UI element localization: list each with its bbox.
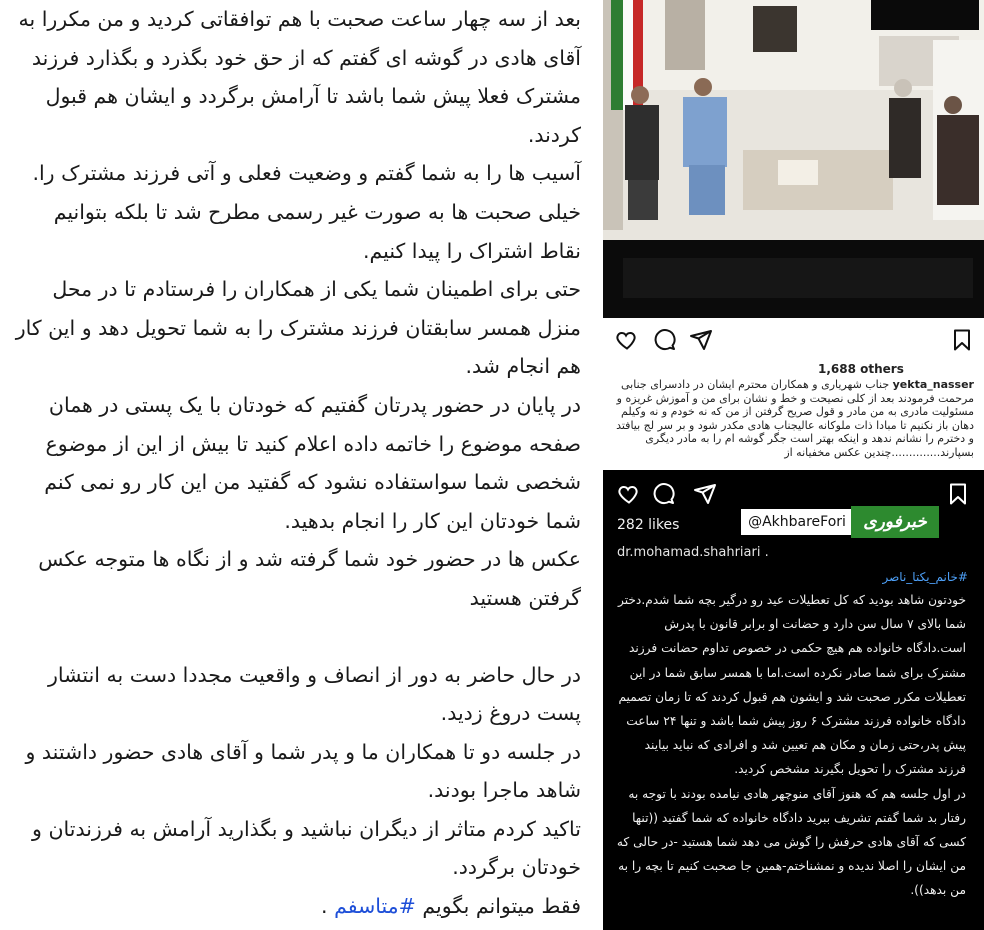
message-paragraph: بعد از سه چهار ساعت صحبت با هم توافقاتی کردید و من مکررا به آقای هادی در گوشه ای گفتم که از حق خود بگذرد و بگذارد فرزند مشترک فعلا پیش شما باشد تا آرامش برگردد و ایشان هم قبول کردند. <box>18 7 581 147</box>
message-paragraph: خیلی صحبت ها به صورت غیر رسمی مطرح شد تا بلکه بتوانیم نقاط اشتراک را پیدا کنیم. <box>53 199 581 263</box>
watermark-handle: @AkhbareFori <box>741 509 853 535</box>
likes-count[interactable]: 282 likes <box>617 517 680 533</box>
comment-icon[interactable] <box>652 328 676 352</box>
comment-paragraph: در اول جلسه هم که هنوز آقای منوچهر هادی نیامده بودند با توجه به رفتار بد شما گفتم تشریف ببرید دادگاه خانواده که شما گفتید ((تنها کسی که آقای هادی حرفش را گوش می دهد شما هستید -در حالی که من ایشان را اصلا ندیده و نمشناختم-همین جا صحبت کنیم تا بچه را به من بدهد)). <box>616 786 966 898</box>
message-paragraph: حتی برای اطمینان شما یکی از همکاران را فرستادم تا در محل منزل همسر سابقتان فرزند مشترک را به شما تحویل دهد و این کار هم انجام شد. <box>15 277 581 379</box>
comment-username[interactable]: dr.mohamad.shahriari . <box>617 545 769 560</box>
bookmark-icon[interactable] <box>946 482 970 506</box>
comment-hashtag[interactable]: #خانم_یکتا_ناصر <box>882 570 968 584</box>
post-actions-dark <box>617 482 970 508</box>
share-icon[interactable] <box>689 328 713 352</box>
comment-text <box>616 588 966 903</box>
message-paragraph: عکس ها در حضور خود شما گرفته شد و از نگاه ها متوجه عکس گرفتن هستید <box>38 547 581 610</box>
post-caption-text: جناب شهریاری و همکاران محترم ایشان در دادسرای جنابی مرحمت فرمودند بعد از کلی نصیحت و خط و نشان برای من و آموزش غریزه و مسئولیت مادری به من مادر و قول صریح گرفتن از من که نه خودم و نه وکیلم دهان باز نکنیم تا مبادا ذات ملوکانه عالیجناب هادی مکدر شود و بر سر لج بیافتد و دخترم را نشانم ندهد و اینکه بهتر است جگر گوشه ام را به مادر دیگری بسپارند..............چندین عکس مخفیانه از <box>616 378 974 459</box>
instagram-post-light <box>603 318 984 470</box>
comment-icon[interactable] <box>651 482 675 506</box>
message-body <box>11 0 581 926</box>
comment-paragraph: خودتون شاهد بودید که کل تعطیلات عید رو درگیر بچه شما شدم.دختر شما بالای ۷ سال سن دارد و حضانت او برابر قانون با پدرش است.دادگاه خانواده هم هیچ حکمی در خصوص تداوم حضانت فرزند مشترک برای شما صادر نکرده است.اما با همسر سابق شما در این تعطیلات مکرر صحبت شد و ایشون هم قبول کردند که تا زمان تصمیم دادگاه خانواده فرزند مشترک ۶ روز پیش شما باشد و تنها ۲۴ ساعت پیش پدر،حتی زمان و مکان هم تعیین شد و افرادی که نباید بیایند فرزند مشترک را تحویل بگیرند مشخص کردید. <box>617 593 966 777</box>
instagram-screens <box>603 0 984 930</box>
message-final-line <box>11 887 581 926</box>
meeting-photo-image <box>603 0 984 318</box>
bookmark-icon[interactable] <box>950 328 974 352</box>
likes-count[interactable]: 1,688 others <box>818 362 904 376</box>
instagram-post-dark <box>603 470 984 930</box>
paragraph-gap <box>11 618 581 656</box>
news-watermark <box>741 506 937 540</box>
heart-icon[interactable] <box>617 482 641 506</box>
meeting-photo[interactable] <box>603 0 984 318</box>
message-paragraph: در حال حاضر به دور از انصاف و واقعیت مجددا دست به انتشار پست دروغ زدید. <box>47 662 581 726</box>
message-paragraph: تاکید کردم متاثر از دیگران نباشید و بگذارید آرامش به فرزندتان و خودتان برگردد. <box>32 816 581 880</box>
final-hashtag[interactable]: #متاسفم <box>334 894 416 919</box>
share-icon[interactable] <box>693 482 717 506</box>
message-paragraph: آسیب ها را به شما گفتم و وضعیت فعلی و آتی فرزند مشترک را. <box>32 161 581 186</box>
final-line-text: فقط میتوانم بگویم <box>422 894 581 919</box>
post-caption <box>615 378 974 460</box>
watermark-logo: خبرفوری <box>851 506 939 538</box>
message-paragraph: در جلسه دو تا همکاران ما و پدر شما و آقای هادی حضور داشتند و شاهد ماجرا بودند. <box>25 739 581 803</box>
message-paragraph: در پایان در حضور پدرتان گفتیم که خودتان با یک پستی در همان صفحه موضوع را خاتمه داده اعلام کنید تا بیش از این از موضوع شخصی شما سواستفاده نشود که گفتید من این کار رو نمی کنم شما خودتان این کار را انجام بدهید. <box>44 392 581 533</box>
post-username[interactable]: yekta_nasser <box>892 378 974 391</box>
final-line-suffix: . <box>321 894 335 919</box>
heart-icon[interactable] <box>615 328 639 352</box>
post-actions <box>615 328 974 354</box>
